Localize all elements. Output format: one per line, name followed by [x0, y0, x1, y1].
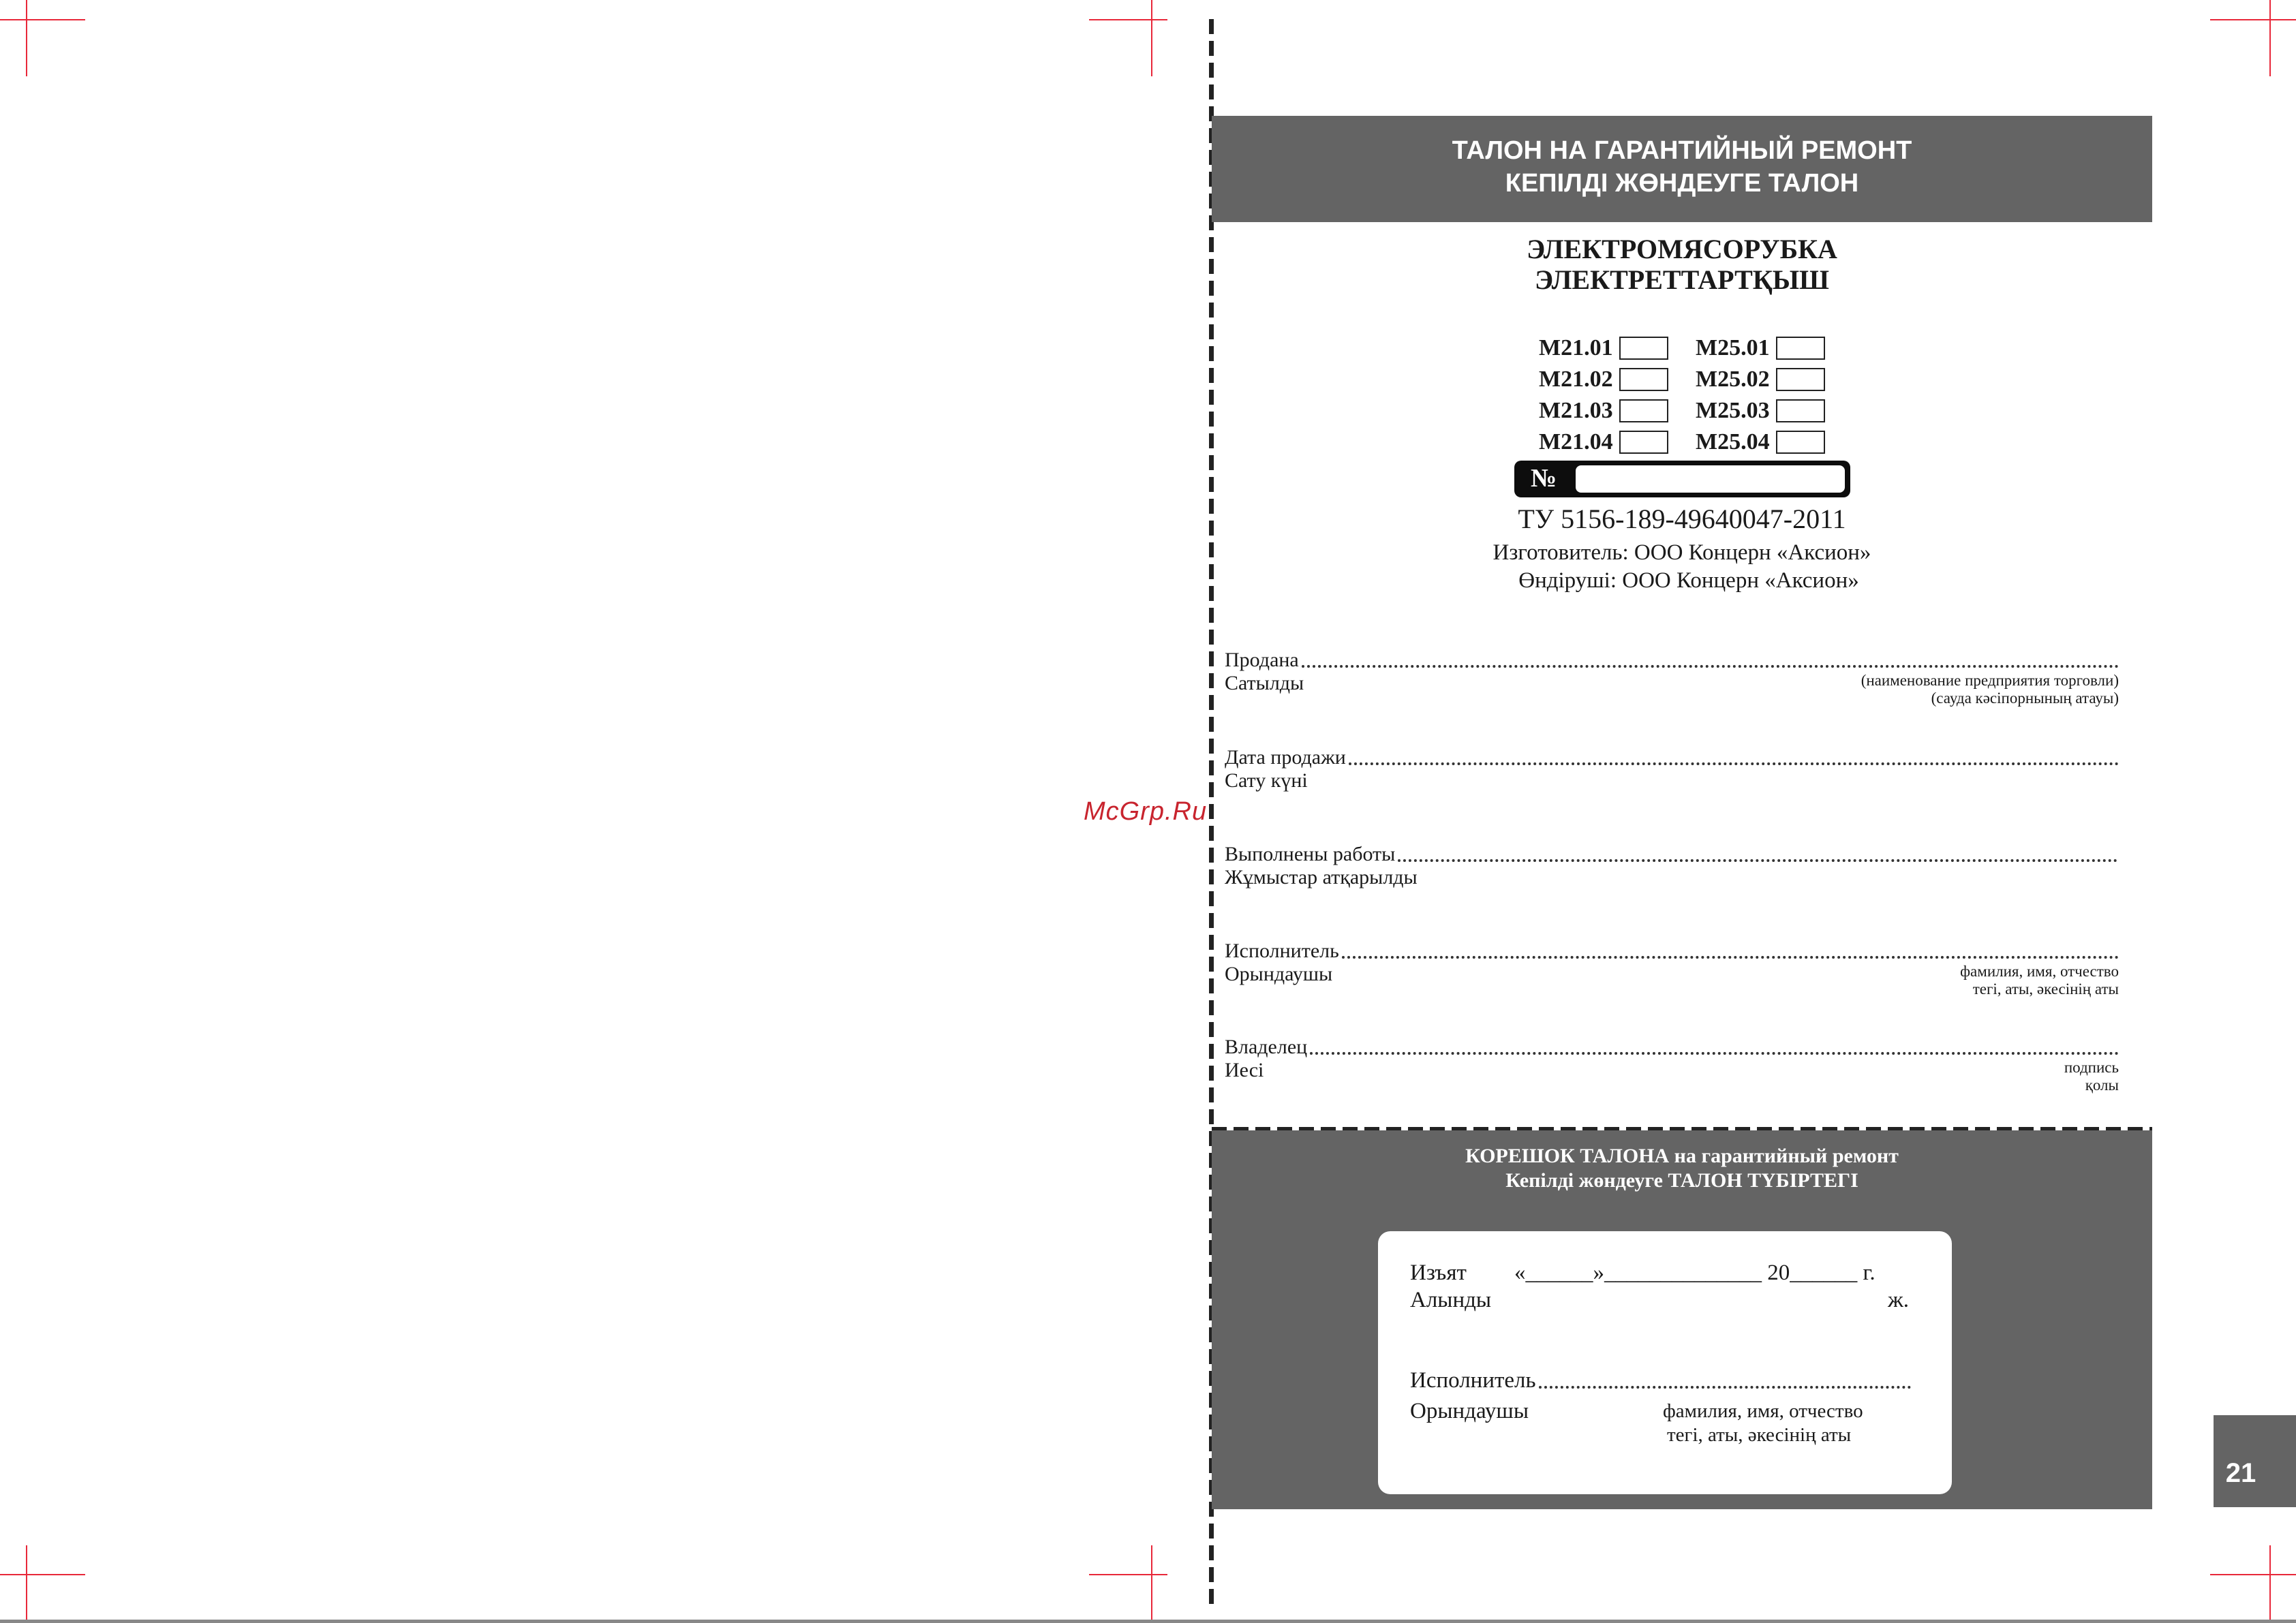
field-label-kz: Орындаушы	[1225, 963, 1333, 985]
field-sold	[1225, 649, 2119, 707]
manufacturer-ru: Изготовитель: ООО Концерн «Аксион»	[1493, 540, 1871, 565]
crop-mark	[2210, 19, 2296, 20]
model-label: M25.04	[1696, 429, 1770, 454]
withdrawn-label-ru: Изъят	[1410, 1261, 1467, 1285]
crop-mark	[2210, 1574, 2296, 1575]
fill-line[interactable]	[1302, 665, 2119, 668]
crop-mark	[2269, 0, 2271, 76]
model-label: M25.03	[1696, 398, 1770, 423]
withdrawn-label-kz: Алынды	[1410, 1288, 1492, 1312]
hint-ru: подпись	[2064, 1059, 2119, 1076]
model-checkbox[interactable]	[1776, 431, 1825, 454]
model-option	[1539, 395, 1668, 427]
model-checkbox[interactable]	[1619, 431, 1668, 454]
crop-mark	[26, 0, 27, 76]
withdrawn-date-field[interactable]: «______»______________ 20______ г.	[1514, 1261, 1876, 1285]
model-list-right	[1696, 333, 1825, 458]
stub-executor-hint-ru: фамилия, имя, отчество	[1663, 1400, 1863, 1422]
stub-title-kz: Кепілді жөндеуге ТАЛОН ТҮБІРТЕГІ	[1505, 1169, 1858, 1192]
field-label-kz: Сатылды	[1225, 672, 1304, 694]
field-label-ru: Продана	[1225, 649, 1299, 671]
page-bottom-edge	[0, 1620, 2296, 1623]
model-label: M21.01	[1539, 335, 1613, 360]
field-hint	[1861, 672, 2119, 707]
model-option	[1696, 333, 1825, 364]
model-option	[1539, 427, 1668, 458]
field-label-ru: Исполнитель	[1225, 940, 1339, 962]
hint-ru: (наименование предприятия торговли)	[1861, 672, 2119, 689]
hint-kz: қолы	[2085, 1077, 2119, 1094]
crop-mark	[1151, 0, 1152, 76]
field-executor	[1225, 940, 2119, 998]
field-owner	[1225, 1036, 2119, 1094]
stub-executor-row	[1410, 1368, 1911, 1393]
field-label-kz: Сату күні	[1225, 769, 1308, 792]
model-checkbox[interactable]	[1619, 337, 1668, 360]
field-hint	[1960, 963, 2119, 998]
crop-mark	[1089, 1574, 1167, 1575]
model-option	[1696, 364, 1825, 395]
model-option	[1696, 427, 1825, 458]
hint-ru: фамилия, имя, отчество	[1960, 963, 2119, 980]
field-label-kz: Иесі	[1225, 1059, 1264, 1081]
spec-code: ТУ 5156-189-49640047-2011	[1518, 504, 1846, 534]
crop-mark	[1151, 1545, 1152, 1623]
crop-mark	[0, 1574, 85, 1575]
serial-number-field[interactable]	[1576, 465, 1845, 493]
field-work-done	[1225, 843, 2117, 889]
manufacturer-kz: Өндіруші: ООО Концерн «Аксион»	[1518, 568, 1859, 593]
model-checkbox[interactable]	[1776, 337, 1825, 360]
model-option	[1696, 395, 1825, 427]
model-label: M21.04	[1539, 429, 1613, 454]
stub-executor-label-ru: Исполнитель	[1410, 1368, 1536, 1393]
page-number: 21	[2225, 1458, 2256, 1488]
stub-title-ru: КОРЕШОК ТАЛОНА на гарантийный ремонт	[1465, 1145, 1899, 1167]
model-option	[1539, 364, 1668, 395]
year-suffix-kz: ж.	[1888, 1288, 1910, 1312]
crop-mark	[0, 19, 85, 20]
fill-line[interactable]	[1398, 859, 2117, 862]
product-name-ru: ЭЛЕКТРОМЯСОРУБКА	[1527, 234, 1837, 264]
model-label: M25.02	[1696, 367, 1770, 392]
crop-mark	[1089, 19, 1167, 20]
header-title-ru: ТАЛОН НА ГАРАНТИЙНЫЙ РЕМОНТ	[1452, 136, 1912, 165]
field-label-ru: Дата продажи	[1225, 746, 1346, 769]
model-checkbox[interactable]	[1776, 399, 1825, 422]
stub-executor-label-kz: Орындаушы	[1410, 1399, 1529, 1423]
model-list-left	[1539, 333, 1668, 458]
crop-mark	[26, 1545, 27, 1623]
model-label: M25.01	[1696, 335, 1770, 360]
stub-executor-line[interactable]	[1539, 1386, 1911, 1389]
model-checkbox[interactable]	[1619, 368, 1668, 391]
field-label-ru: Выполнены работы	[1225, 843, 1396, 865]
fill-line[interactable]	[1310, 1052, 2119, 1055]
field-hint	[2064, 1059, 2119, 1094]
fill-line[interactable]	[1349, 762, 2119, 765]
product-name-kz: ЭЛЕКТРЕТТАРТҚЫШ	[1535, 264, 1829, 295]
model-checkbox[interactable]	[1776, 368, 1825, 391]
field-label-kz: Жұмыстар атқарылды	[1225, 866, 1418, 888]
model-option	[1539, 333, 1668, 364]
field-label-ru: Владелец	[1225, 1036, 1308, 1058]
field-sale-date	[1225, 746, 2119, 792]
fill-line[interactable]	[1342, 956, 2119, 959]
hint-kz: тегі, аты, әкесінің аты	[1972, 980, 2119, 998]
stub-executor-hint-kz: тегі, аты, әкесінің аты	[1667, 1424, 1852, 1446]
crop-mark	[2269, 1545, 2271, 1623]
number-label: №	[1531, 464, 1557, 493]
hint-kz: (сауда кәсіпорнының атауы)	[1931, 690, 2119, 707]
header-title-kz: КЕПІЛДІ ЖӨНДЕУГЕ ТАЛОН	[1505, 169, 1859, 198]
watermark: McGrp.Ru	[1084, 797, 1208, 826]
model-label: M21.02	[1539, 367, 1613, 392]
model-checkbox[interactable]	[1619, 399, 1668, 422]
model-label: M21.03	[1539, 398, 1613, 423]
